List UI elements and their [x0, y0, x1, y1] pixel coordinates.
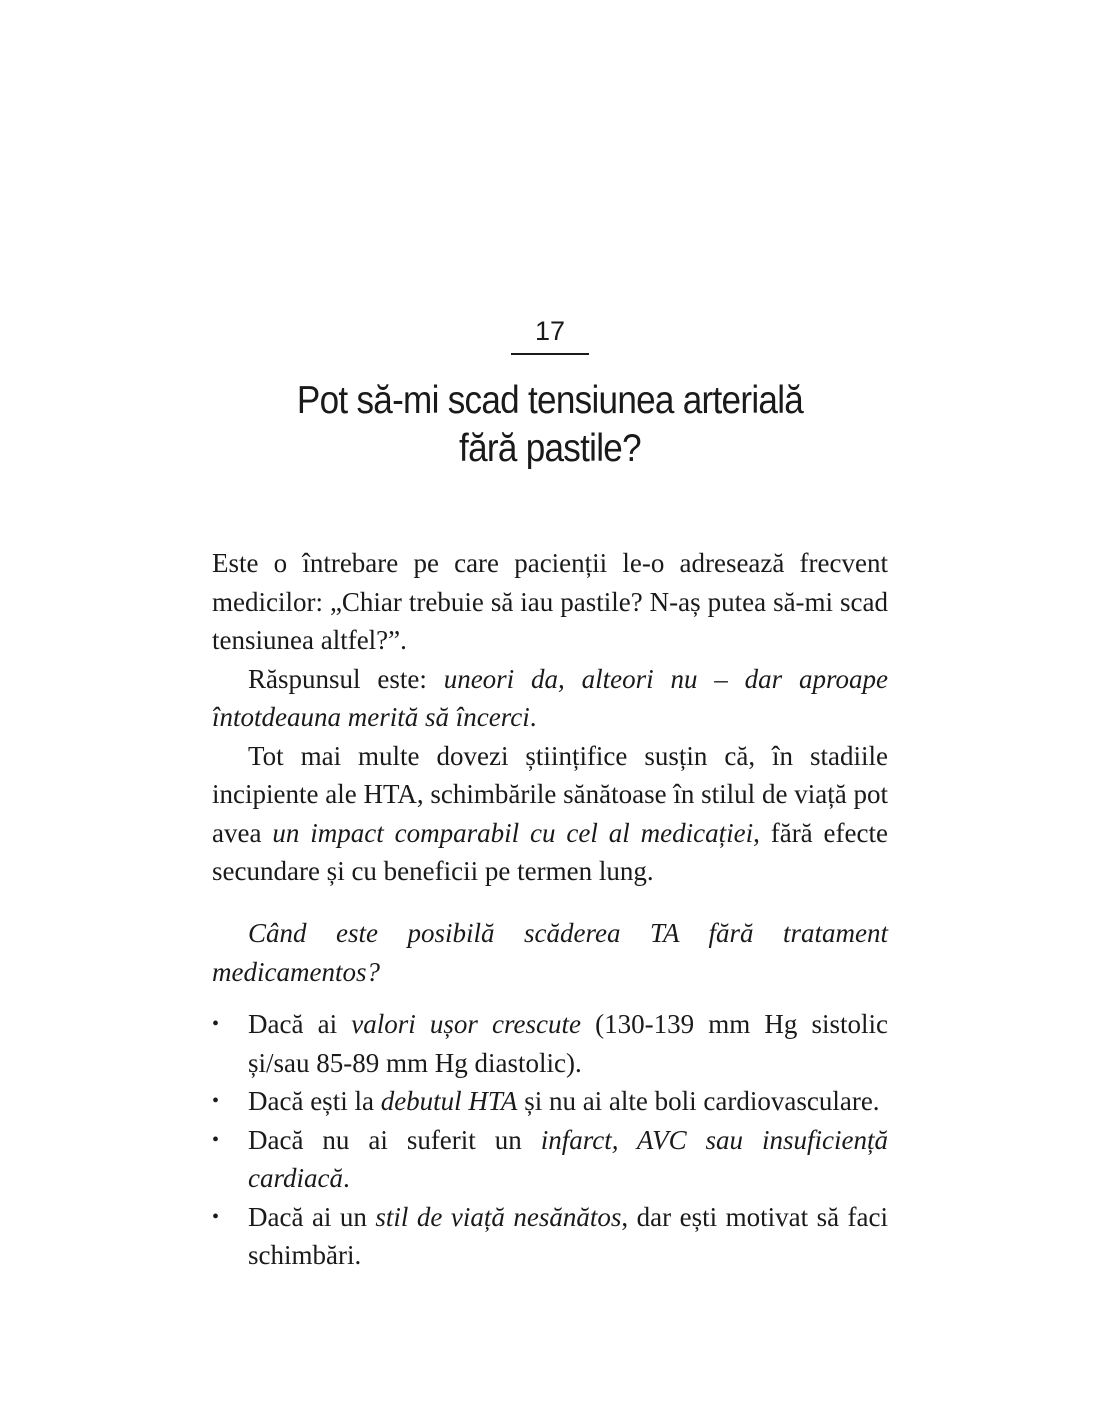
chapter-header — [0, 314, 1100, 473]
paragraph-3 — [212, 737, 888, 891]
bullet-list — [212, 1005, 888, 1275]
paragraph-2-emphasis: uneori da, alteori nu – dar aproape întotdeauna merită să încerci — [212, 663, 888, 732]
question-heading — [212, 914, 888, 991]
paragraph-3-emphasis: un impact comparabil cu cel al medicației — [272, 817, 754, 848]
bullet-icon: • — [212, 1013, 220, 1035]
list-item-emphasis: stil de viață nesănătos — [375, 1201, 622, 1232]
intro-section — [212, 544, 888, 891]
chapter-title — [55, 377, 1045, 473]
list-item-emphasis: infarct, AVC sau insuficiență cardiacă — [248, 1124, 888, 1193]
list-item — [212, 1005, 888, 1082]
chapter-title-line-2: fără pastile? — [459, 427, 641, 470]
list-item-text-end: (130-139 mm Hg sistolic și/sau 85-89 mm Hg diastolic). — [248, 1009, 888, 1078]
list-item-text: Dacă ai — [248, 1009, 352, 1039]
list-item — [212, 1121, 888, 1198]
bullet-icon: • — [212, 1090, 220, 1112]
paragraph-2-end: . — [529, 702, 537, 732]
list-item-text: Dacă ai un — [248, 1201, 376, 1232]
chapter-number: 17 — [534, 316, 566, 346]
bullet-icon: • — [212, 1205, 220, 1228]
list-item — [212, 1198, 888, 1275]
bullet-icon: • — [212, 1128, 220, 1151]
list-item-emphasis: valori ușor crescute — [351, 1009, 581, 1039]
list-item-text-end: , dar ești motivat să faci schimbări. — [248, 1201, 889, 1270]
list-item-text-end: și nu ai alte boli cardiovasculare. — [517, 1086, 880, 1116]
paragraph-2 — [212, 660, 888, 737]
list-item-text: Dacă ești la — [248, 1086, 381, 1116]
chapter-divider — [511, 353, 589, 355]
list-item-text-end: . — [342, 1163, 350, 1193]
question-section — [212, 914, 888, 991]
list-item — [212, 1082, 888, 1121]
question-text: Când este posibilă scăderea TA fără tratament medicamentos? — [212, 918, 888, 987]
paragraph-1: Este o întrebare pe care pacienții le-o adresează frecvent medicilor: „Chiar trebuie să iau pastile? N-aș putea să-mi scad tensiunea altfel?”. — [212, 548, 888, 655]
paragraph-3-text: Tot mai multe dovezi științifice susțin că, în stadiile incipiente ale HTA, schimbările sănătoase în stilul de viață pot avea — [212, 740, 888, 848]
chapter-title-line-1: Pot să-mi scad tensiunea arterială — [296, 379, 804, 422]
paragraph-2-text: Răspunsul este: — [248, 663, 444, 694]
list-item-emphasis: debutul HTA — [380, 1086, 518, 1116]
paragraph-3-end: , fără efecte secundare și cu beneficii pe termen lung. — [212, 817, 888, 886]
list-item-text: Dacă nu ai suferit un — [248, 1124, 541, 1155]
